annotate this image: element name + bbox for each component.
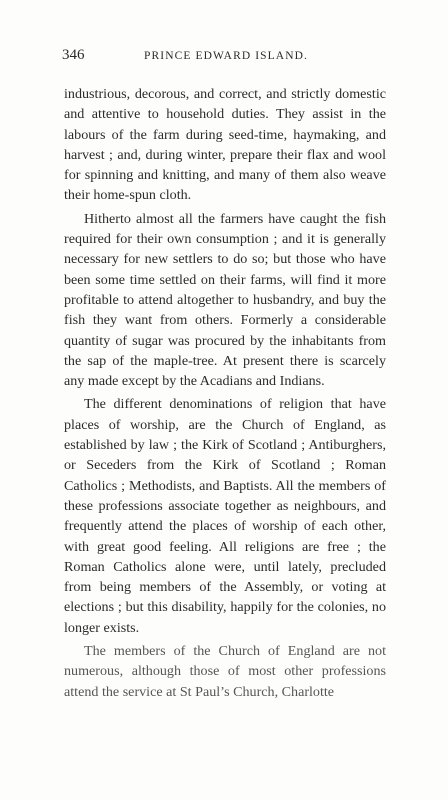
- running-head: [62, 46, 384, 64]
- paragraph-fishing: Hitherto almost all the farmers have caught the fish required for their own consumption ; and it is generally necessary for new settlers to do so; but those who have been some time settled on their farms, will find it more profitable to attend altogether to husbandry, and buy the fish they want from others. Formerly a considerable quantity of sugar was procured by the inhabitants from the sap of the maple-tree. At present there is scarcely any made except by the Acadians and Indians.: [64, 210, 386, 390]
- paragraph-church-of-england: The members of the Church of England are not numerous, although those of most other professions attend the service at St Paul’s Church, Charlotte: [64, 643, 386, 700]
- paragraph-continued: industrious, decorous, and correct, and strictly domestic and attentive to household duties. They assist in the labours of the farm during seed-time, haymaking, and harvest ; and, during winter, prepare their flax and wool for spinning and knitting, and many of them also weave their home-spun cloth.: [64, 86, 386, 204]
- page-number: 346: [62, 47, 85, 63]
- paragraph-religion: The different denominations of religion that have places of worship, are the Church of England, as established by law ; the Kirk of Scotland ; Antiburghers, or Seceders from the Kirk of Scotland ; Roman Catholics ; Methodists, and Baptists. All the members of these professions associate together as neighbours, and frequently attend the places of worship of each other, with great good feeling. All religions are free ; the Roman Catholics alone were, until lately, precluded from being members of the Assembly, or voting at elections ; but this disability, happily for the colonies, no longer exists.: [64, 396, 386, 636]
- running-head-title: PRINCE EDWARD ISLAND.: [144, 50, 308, 62]
- body-text: [64, 84, 386, 705]
